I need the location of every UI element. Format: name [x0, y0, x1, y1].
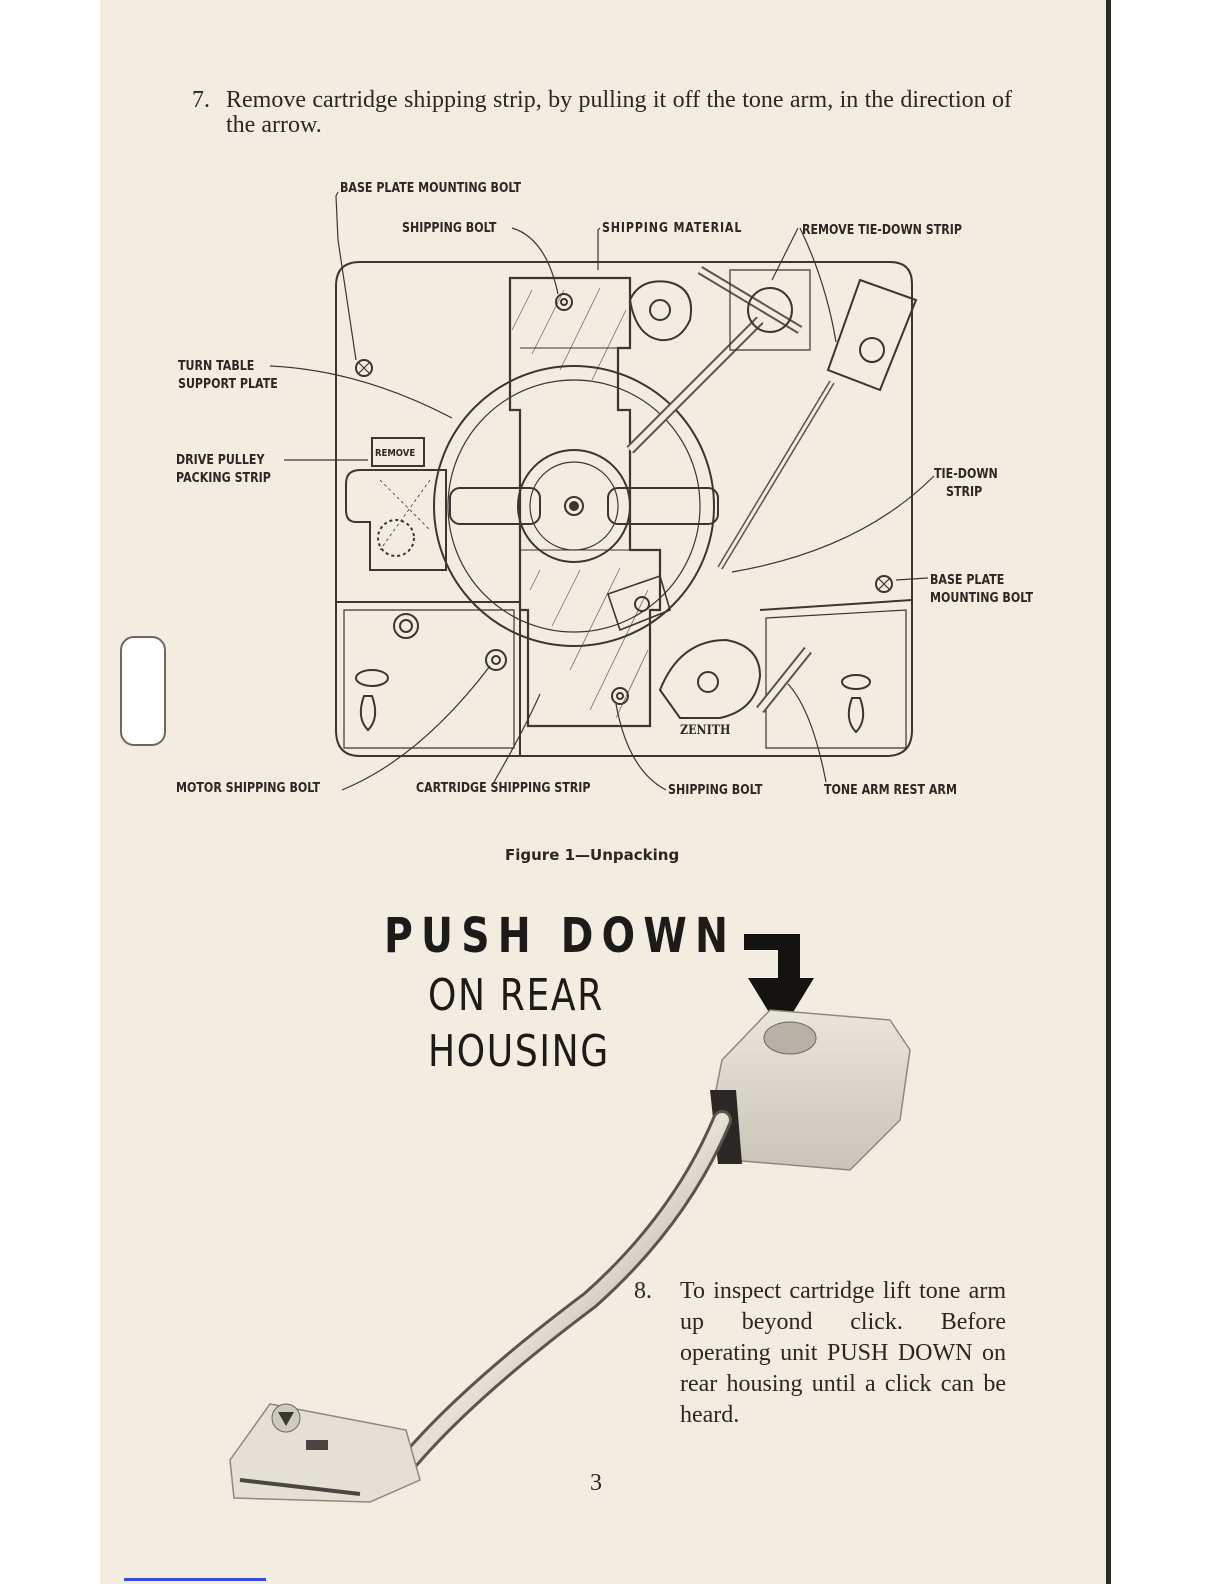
page-edge [1106, 0, 1111, 1584]
label-shipping-bolt-bottom: SHIPPING BOLT [668, 783, 763, 798]
label-tie-down: TIE-DOWN [934, 467, 998, 482]
label-cartridge-shipping-strip: CARTRIDGE SHIPPING STRIP [416, 781, 591, 796]
label-remove-tie-down-strip: REMOVE TIE-DOWN STRIP [802, 223, 962, 238]
label-turn-table: TURN TABLE [178, 359, 255, 374]
label-tone-arm-rest-arm: TONE ARM REST ARM [824, 783, 957, 798]
label-strip: STRIP [946, 485, 983, 500]
page-number: 3 [590, 1470, 602, 1496]
label-remove-tag: REMOVE [375, 448, 416, 459]
label-packing-strip: PACKING STRIP [176, 471, 271, 486]
label-shipping-material: SHIPPING MATERIAL [602, 221, 743, 236]
step-7-number: 7. [192, 87, 210, 113]
scan-edge-marker [124, 1578, 266, 1581]
label-drive-pulley: DRIVE PULLEY [176, 453, 265, 468]
step-8 [634, 1276, 1006, 1431]
label-base-plate-mounting-bolt-top: BASE PLATE MOUNTING BOLT [340, 181, 522, 196]
label-mounting-bolt-right: MOUNTING BOLT [930, 591, 1033, 606]
label-base-plate-right: BASE PLATE [930, 573, 1005, 588]
figure-unpacking [160, 170, 1060, 830]
figure-caption: Figure 1—Unpacking [505, 846, 680, 864]
step-8-number: 8. [634, 1278, 652, 1304]
push-down-line-3: HOUSING [428, 1026, 610, 1077]
cartridge-head [230, 1404, 420, 1502]
label-motor-shipping-bolt: MOTOR SHIPPING BOLT [176, 781, 321, 796]
step-8-text: To inspect cartridge lift tone arm up beyond click. Before operating unit PUSH DOWN on rear housing until a click can be heard. [680, 1278, 1006, 1428]
turntable-diagram [160, 170, 1060, 830]
rear-housing [710, 1010, 910, 1170]
push-down-heading: PUSH DOWN [384, 908, 737, 964]
step-7-text: Remove cartridge shipping strip, by pulling it off the tone arm, in the direction of the arrow. [226, 87, 1012, 138]
step-7 [192, 88, 1012, 138]
label-zenith-brand: ZENITH [680, 723, 731, 738]
label-shipping-bolt-top: SHIPPING BOLT [402, 221, 497, 236]
label-support-plate: SUPPORT PLATE [178, 377, 278, 392]
push-down-line-2: ON REAR [428, 970, 604, 1021]
